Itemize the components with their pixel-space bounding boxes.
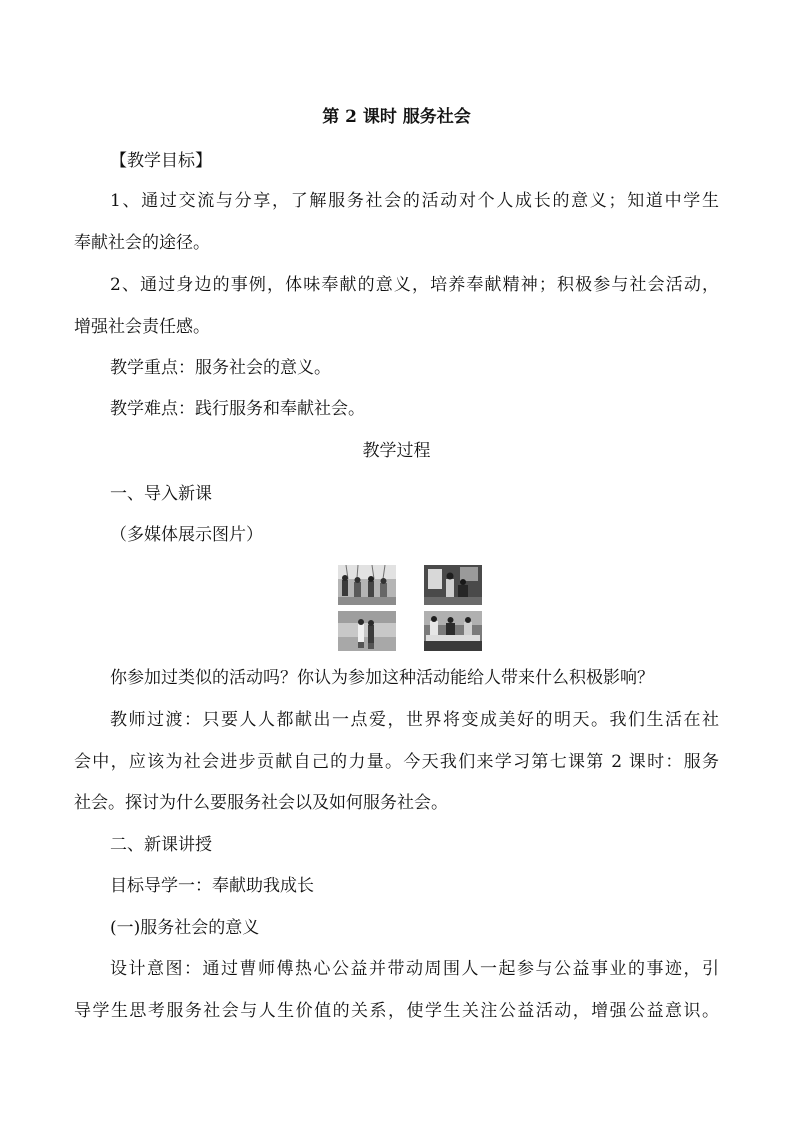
photo-collage	[338, 565, 484, 653]
process-heading: 教学过程	[362, 441, 431, 461]
question: 你参加过类似的活动吗？你认为参加这种活动能给人带来什么积极影响？	[110, 668, 654, 688]
difficult-point: 教学难点：践行服务和奉献社会。	[110, 399, 365, 419]
objectives-heading: 【教学目标】	[110, 151, 212, 171]
design-line-2: 导学生思考服务社会与人生价值的关系，使学生关注公益活动，增强公益意识。	[74, 1001, 719, 1021]
objective-2-line-2: 增强社会责任感。	[74, 317, 210, 337]
objective-2-line-1: 2、通过身边的事例，体味奉献的意义，培养奉献精神；积极参与社会活动，	[110, 275, 719, 295]
key-point: 教学重点：服务社会的意义。	[110, 358, 331, 378]
room-service-photo	[424, 565, 482, 605]
transition-line-2: 会中，应该为社会进步贡献自己的力量。今天我们来学习第七课第 2 课时：服务	[74, 752, 719, 772]
goal-1: 目标导学一：奉献助我成长	[110, 876, 314, 896]
section-1-heading: 一、导入新课	[110, 484, 212, 504]
multimedia-note: （多媒体展示图片）	[110, 525, 263, 545]
volunteers-planting-photo	[338, 565, 396, 605]
section-2-heading: 二、新课讲授	[110, 835, 212, 855]
transition-line-1: 教师过渡：只要人人都献出一点爱，世界将变成美好的明天。我们生活在社	[110, 710, 719, 730]
street-volunteers-photo	[338, 611, 396, 651]
objective-1-line-1: 1、通过交流与分享，了解服务社会的活动对个人成长的意义；知道中学生	[110, 191, 719, 211]
subsection-1: (一)服务社会的意义	[110, 918, 260, 938]
lesson-title: 第 2 课时 服务社会	[322, 107, 471, 127]
transition-line-3: 社会。探讨为什么要服务社会以及如何服务社会。	[74, 793, 448, 813]
objective-1-line-2: 奉献社会的途径。	[74, 233, 210, 253]
desk-service-photo	[424, 611, 482, 651]
design-line-1: 设计意图：通过曹师傅热心公益并带动周围人一起参与公益事业的事迹，引	[110, 959, 719, 979]
